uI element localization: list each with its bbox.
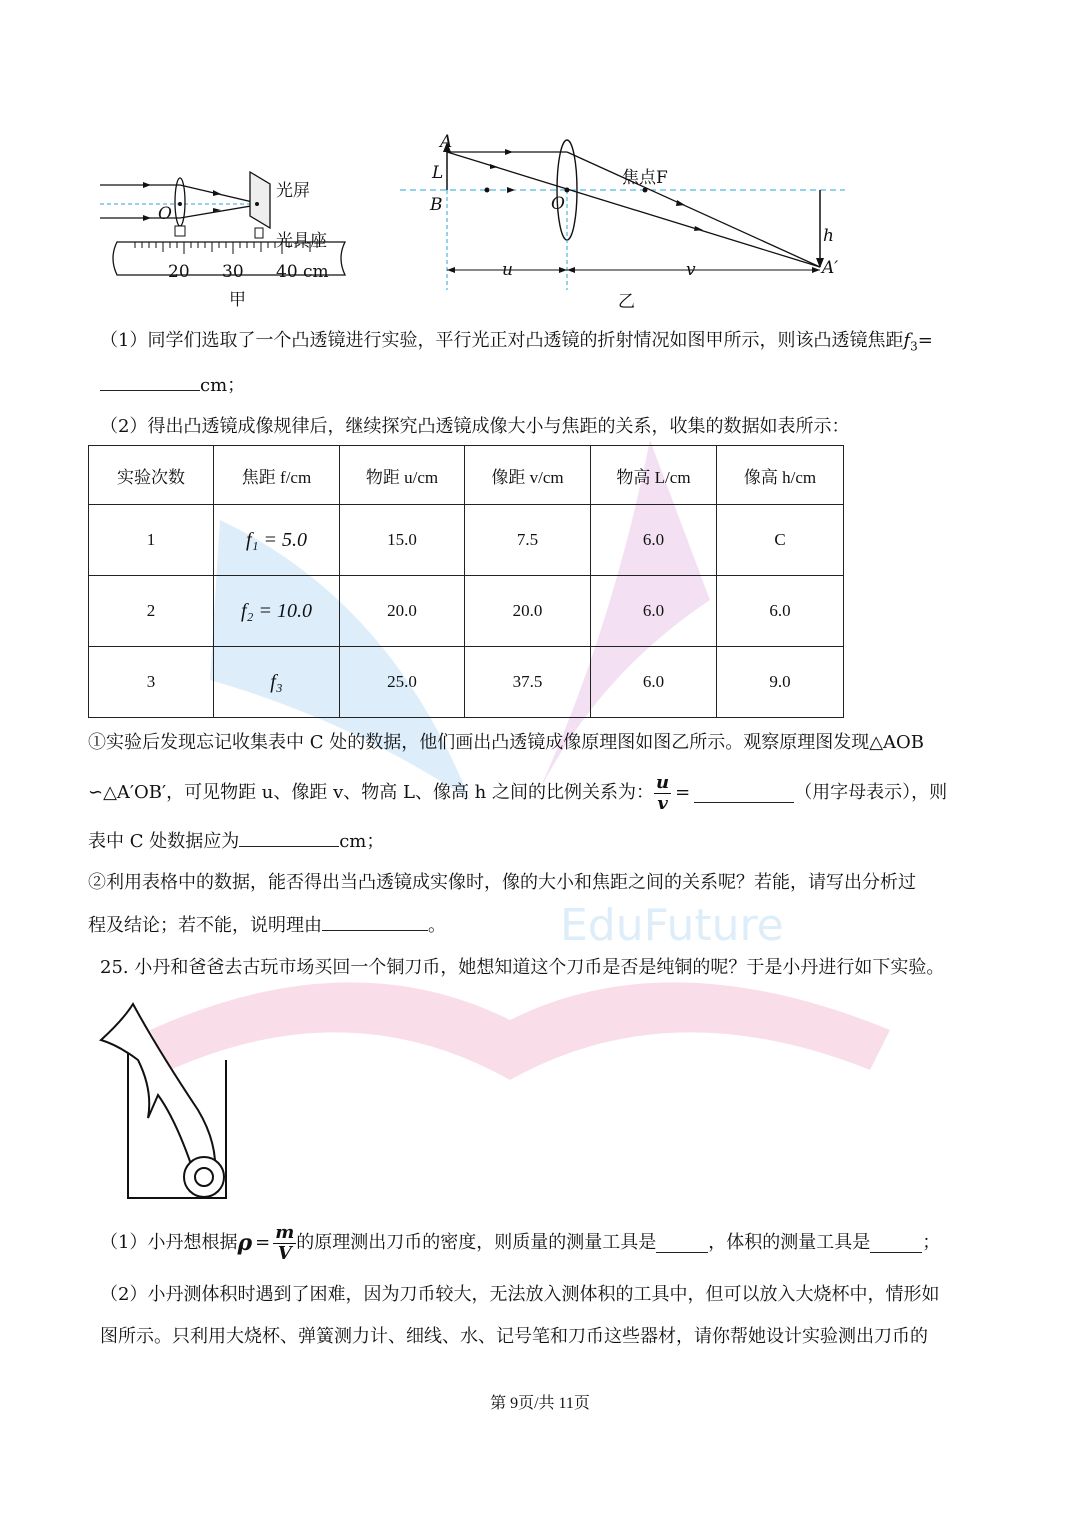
tick-label-40cm: 40 cm xyxy=(276,262,329,282)
answer-blank-ratio[interactable] xyxy=(694,784,794,803)
table-cell: 25.0 xyxy=(340,647,465,718)
f3-symbol: f xyxy=(903,330,911,351)
part-1-line-1: ①实验后发现忘记收集表中 C 处的数据，他们画出凸透镜成像原理图如图乙所示。观察原理图发现△AOB xyxy=(88,732,925,753)
table-cell: 6.0 xyxy=(591,576,717,647)
table-header: 像高 h/cm xyxy=(717,446,844,505)
page-footer: 第 9页/共 11页 xyxy=(490,1395,590,1412)
table-cell: 37.5 xyxy=(465,647,591,718)
part-2-line-2 xyxy=(88,912,446,939)
part-2-text: 程及结论；若不能，说明理由 xyxy=(88,915,322,936)
fraction-m-over-v xyxy=(273,1223,296,1264)
table-cell: 1 xyxy=(89,505,214,576)
label-image-height: h xyxy=(823,226,834,246)
answer-blank-volume-tool[interactable] xyxy=(870,1234,922,1253)
table-cell: 2 xyxy=(89,576,214,647)
equals-sign: = xyxy=(255,1232,271,1253)
table-cell: 20.0 xyxy=(340,576,465,647)
table-header: 焦距 f/cm xyxy=(214,446,340,505)
answer-blank-mass-tool[interactable] xyxy=(656,1234,708,1253)
part-1-ratio-suffix: （用字母表示），则 xyxy=(794,782,948,803)
question-25-part-1 xyxy=(100,1218,940,1268)
label-object-distance: u xyxy=(502,260,513,280)
table-row xyxy=(89,505,844,576)
table-row xyxy=(89,576,844,647)
table-header: 实验次数 xyxy=(89,446,214,505)
watermark-text: EduFuture xyxy=(560,900,784,951)
table-cell: 9.0 xyxy=(717,647,844,718)
label-point-a: A xyxy=(440,132,453,152)
unit-cm: cm； xyxy=(339,831,385,852)
question-2-intro: （2）得出凸透镜成像规律后，继续探究凸透镜成像大小与焦距的关系，收集的数据如表所示： xyxy=(100,416,850,437)
fraction-u-over-v xyxy=(654,773,671,814)
fraction-denominator: v xyxy=(657,792,668,814)
unit-cm: cm； xyxy=(200,375,246,396)
data-table xyxy=(88,445,844,718)
answer-blank-c[interactable] xyxy=(239,828,339,847)
semicolon: ； xyxy=(922,1232,941,1253)
table-header: 像距 v/cm xyxy=(465,446,591,505)
part-1-line-3 xyxy=(88,828,384,855)
f3-subscript: 3 xyxy=(910,339,918,354)
table-header: 物高 L/cm xyxy=(591,446,717,505)
q25-1-mass-text: 的原理测出刀币的密度，则质量的测量工具是 xyxy=(296,1232,657,1253)
answer-blank-focal[interactable] xyxy=(100,372,200,391)
answer-blank-reason[interactable] xyxy=(322,912,428,931)
period: 。 xyxy=(428,915,446,936)
table-cell: 15.0 xyxy=(340,505,465,576)
figure-b-caption: 乙 xyxy=(618,292,635,312)
part-1-line-2 xyxy=(88,768,947,818)
fraction-denominator: V xyxy=(277,1242,292,1264)
part-2-line-1: ②利用表格中的数据，能否得出当凸透镜成实像时，像的大小和焦距之间的关系呢？若能，请写出分析过 xyxy=(88,872,916,893)
question-1-line xyxy=(100,328,933,360)
table-cell: 6.0 xyxy=(591,505,717,576)
equals-sign: = xyxy=(675,782,691,803)
tick-label-20: 20 xyxy=(168,262,190,282)
q25-1-volume-text: ，体积的测量工具是 xyxy=(708,1232,871,1253)
table-cell: f₁ = 5.0 xyxy=(214,505,340,576)
question-1-answer-line xyxy=(100,372,245,399)
table-cell: 3 xyxy=(89,647,214,718)
table-cell: 6.0 xyxy=(717,576,844,647)
question-25-text: 25. 小丹和爸爸去古玩市场买回一个铜刀币，她想知道这个刀币是否是纯铜的呢？于是小丹进行如下实验。 xyxy=(100,957,945,978)
table-row xyxy=(89,647,844,718)
part-1-ratio-text: ∽△A′OB′，可见物距 u、像距 v、物高 L、像高 h 之间的比例关系为： xyxy=(88,782,654,803)
label-focus: 焦点F xyxy=(622,168,668,188)
rho-symbol: ρ xyxy=(237,1230,253,1256)
question-1-text: （1）同学们选取了一个凸透镜进行实验，平行光正对凸透镜的折射情况如图甲所示，则该凸透镜焦距 xyxy=(100,330,904,351)
table-header: 物距 u/cm xyxy=(340,446,465,505)
label-lens-center-b: O xyxy=(551,194,565,214)
tick-label-30: 30 xyxy=(222,262,244,282)
figure-a-caption: 甲 xyxy=(229,290,246,310)
label-point-a-prime: A′ xyxy=(822,258,839,278)
question-25-part-2-line-2: 图所示。只利用大烧杯、弹簧测力计、细线、水、记号笔和刀币这些器材，请你帮她设计实验测出刀币的 xyxy=(100,1326,928,1347)
table-cell: f₂ = 10.0 xyxy=(214,576,340,647)
fraction-numerator: m xyxy=(275,1221,295,1243)
figure-b-diagram xyxy=(395,130,865,310)
label-point-b: B xyxy=(430,195,443,215)
label-screen: 光屏 xyxy=(276,181,310,201)
table-cell: 20.0 xyxy=(465,576,591,647)
label-lens-center-a: O xyxy=(158,204,172,224)
question-25-part-2-line-1: （2）小丹测体积时遇到了困难，因为刀币较大，无法放入测体积的工具中，但可以放入大烧杯中，情形如 xyxy=(100,1284,940,1305)
table-cell: 7.5 xyxy=(465,505,591,576)
label-image-distance: v xyxy=(686,260,696,280)
label-optical-bench: 光具座 xyxy=(276,231,327,251)
beaker-coin-diagram xyxy=(98,1000,238,1205)
equals-sign: = xyxy=(917,330,933,351)
part-1-c-text: 表中 C 处数据应为 xyxy=(88,831,240,852)
table-header-row xyxy=(89,446,844,505)
q25-1-prefix: （1）小丹想根据 xyxy=(100,1232,238,1253)
label-object-height: L xyxy=(432,163,444,183)
table-cell: C xyxy=(717,505,844,576)
table-cell: f₃ xyxy=(214,647,340,718)
fraction-numerator: u xyxy=(656,771,670,793)
table-cell: 6.0 xyxy=(591,647,717,718)
